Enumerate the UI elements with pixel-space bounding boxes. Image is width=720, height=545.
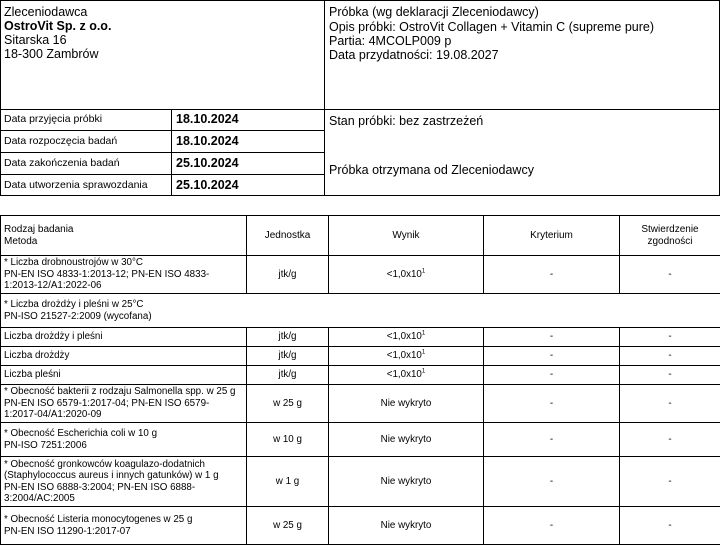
row-unit: w 25 g	[247, 385, 329, 423]
row-result	[329, 366, 484, 385]
row-criterion: -	[484, 347, 620, 366]
date-start-label: Data rozpoczęcia badań	[4, 135, 117, 148]
row-result: Nie wykryto	[329, 423, 484, 457]
row-compliance: -	[620, 385, 720, 423]
table-row	[1, 423, 720, 457]
header-criterion: Kryterium	[484, 216, 620, 256]
row-method: * Obecność Escherichia coli w 10 g PN-ISO 7251:2006	[1, 423, 247, 457]
row-result: Nie wykryto	[329, 507, 484, 545]
row-criterion: -	[484, 385, 620, 423]
dates-status-divider	[324, 109, 325, 196]
header-method: Rodzaj badania Metoda	[1, 216, 247, 256]
row-result-exponent: 1	[422, 369, 425, 375]
sample-heading: Próbka (wg deklaracji Zleceniodawcy)	[329, 5, 539, 19]
date-end-label: Data zakończenia badań	[4, 157, 120, 170]
sample-condition: Stan próbki: bez zastrzeżeń	[329, 114, 483, 128]
client-name: OstroVit Sp. z o.o.	[4, 19, 111, 33]
row-method: * Liczba drobnoustrojów w 30°C PN-EN ISO 4833-1:2013-12; PN-EN ISO 4833- 1:2013-12/A1:2022-06	[1, 256, 247, 294]
client-street: Sitarska 16	[4, 33, 67, 47]
dates-row-line-3	[0, 174, 324, 175]
row-result-value: <1,0x10	[387, 350, 422, 361]
row-criterion: -	[484, 256, 620, 294]
row-result	[329, 256, 484, 294]
results-table	[0, 215, 720, 545]
row-compliance: -	[620, 457, 720, 507]
row-compliance: -	[620, 423, 720, 457]
row-method: Liczba drożdży	[1, 347, 247, 366]
date-end-value: 25.10.2024	[176, 156, 239, 170]
row-unit: jtk/g	[247, 366, 329, 385]
header-unit: Jednostka	[247, 216, 329, 256]
header-result: Wynik	[329, 216, 484, 256]
row-criterion: -	[484, 507, 620, 545]
row-compliance: -	[620, 366, 720, 385]
date-start-value: 18.10.2024	[176, 134, 239, 148]
sample-received-from: Próbka otrzymana od Zleceniodawcy	[329, 163, 534, 177]
row-compliance: -	[620, 256, 720, 294]
row-result-exponent: 1	[422, 331, 425, 337]
table-row	[1, 457, 720, 507]
table-row	[1, 256, 720, 294]
date-received-label: Data przyjęcia próbki	[4, 113, 102, 126]
table-header-row	[1, 216, 720, 256]
row-result: Nie wykryto	[329, 457, 484, 507]
row-unit: jtk/g	[247, 347, 329, 366]
row-unit: w 1 g	[247, 457, 329, 507]
row-result-value: <1,0x10	[387, 331, 422, 342]
row-result	[329, 328, 484, 347]
row-method: Liczba pleśni	[1, 366, 247, 385]
row-method-group: * Liczba drożdży i pleśni w 25°C PN-ISO 21527-2:2009 (wycofana)	[1, 294, 720, 328]
client-heading: Zleceniodawca	[4, 5, 87, 19]
row-result-value: <1,0x10	[387, 269, 422, 280]
sample-batch: Partia: 4MCOLP009 p	[329, 34, 451, 48]
row-result: Nie wykryto	[329, 385, 484, 423]
table-row	[1, 328, 720, 347]
row-criterion: -	[484, 457, 620, 507]
row-result-exponent: 1	[422, 268, 425, 274]
row-unit: jtk/g	[247, 328, 329, 347]
row-method: * Obecność bakterii z rodzaju Salmonella spp. w 25 g PN-EN ISO 6579-1:2017-04; PN-EN ISO 6579- 1:2017-04/A1:2020-09	[1, 385, 247, 423]
row-result-value: <1,0x10	[387, 369, 422, 380]
sample-description: Opis próbki: OstroVit Collagen + Vitamin C (supreme pure)	[329, 20, 654, 34]
row-compliance: -	[620, 507, 720, 545]
date-report-label: Data utworzenia sprawozdania	[4, 179, 148, 192]
header-divider	[324, 0, 325, 110]
table-row	[1, 507, 720, 545]
row-criterion: -	[484, 366, 620, 385]
header-compliance: Stwierdzenie zgodności	[620, 216, 720, 256]
dates-row-line-2	[0, 152, 324, 153]
row-unit: jtk/g	[247, 256, 329, 294]
row-compliance: -	[620, 347, 720, 366]
table-row	[1, 294, 720, 328]
client-city: 18-300 Zambrów	[4, 47, 99, 61]
row-criterion: -	[484, 423, 620, 457]
dates-row-line-1	[0, 130, 324, 131]
row-compliance: -	[620, 328, 720, 347]
table-row	[1, 347, 720, 366]
table-row	[1, 385, 720, 423]
date-received-value: 18.10.2024	[176, 112, 239, 126]
table-row	[1, 366, 720, 385]
sample-expiry: Data przydatności: 19.08.2027	[329, 48, 499, 62]
row-result-exponent: 1	[422, 350, 425, 356]
row-unit: w 10 g	[247, 423, 329, 457]
row-method: Liczba drożdży i pleśni	[1, 328, 247, 347]
row-criterion: -	[484, 328, 620, 347]
row-method: * Obecność gronkowców koagulazo-dodatnich (Staphylococcus aureus i innych gatunków) w 1 g PN-EN ISO 6888-3:2004; PN-EN ISO 6888- 3:2004/AC:2005	[1, 457, 247, 507]
row-method: * Obecność Listeria monocytogenes w 25 g PN-EN ISO 11290-1:2017-07	[1, 507, 247, 545]
row-unit: w 25 g	[247, 507, 329, 545]
row-result	[329, 347, 484, 366]
date-report-value: 25.10.2024	[176, 178, 239, 192]
